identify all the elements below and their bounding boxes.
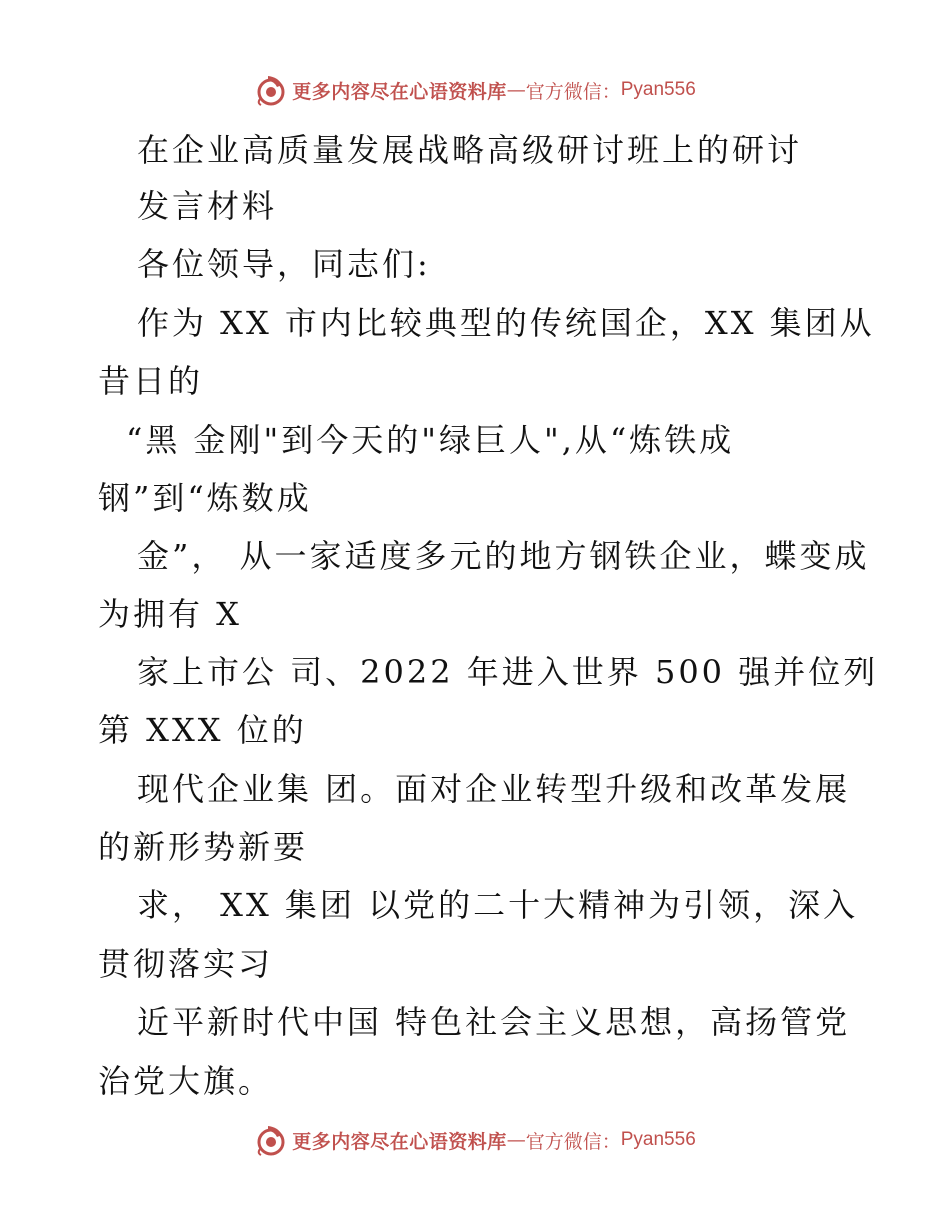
banner-wechat-id: Pyan556 [620,1129,696,1150]
document-line: 治党大旗。 [98,1062,274,1100]
document-line: 钢”到“炼数成 [98,479,312,517]
document-line: 近平新时代中国 特色社会主义思想，高扬管党 [137,1003,851,1041]
document-line: 作为 XX 市内比较典型的传统国企，XX 集团从 [137,304,875,342]
document-line: 金”， 从一家适度多元的地方钢铁企业，蝶变成 [137,537,870,575]
brand-logo-icon [254,73,288,107]
document-line: “黑 金刚"到今天的"绿巨人",从“炼铁成 [126,421,735,459]
banner-wechat-label: 官方微信： [525,80,621,103]
banner-wechat-label: 官方微信： [525,1130,621,1153]
document-line: 各位领导，同志们: [137,245,431,283]
banner-text: 更多内容尽在心语资料库 [292,80,507,103]
banner-separator: — [506,1129,526,1151]
brand-logo-icon [254,1123,288,1157]
document-line: 现代企业集 团。面对企业转型升级和改革发展 [137,770,851,808]
banner-wechat-id: Pyan556 [620,79,696,100]
document-line: 求， XX 集团 以党的二十大精神为引领，深入 [137,886,859,924]
header-banner [0,70,950,110]
document-line: 昔日的 [98,362,204,400]
document-line: 的新形势新要 [98,828,309,866]
footer-banner [0,1120,950,1160]
document-line: 家上市公 司、2022 年进入世界 500 强并位列 [137,653,879,691]
document-line: 贯彻落实习 [98,945,274,983]
document-line: 为拥有 X [98,595,242,633]
document-line: 第 XXX 位的 [98,711,307,749]
document-line: 在企业高质量发展战略高级研讨班上的研讨 [137,131,803,169]
banner-text: 更多内容尽在心语资料库 [292,1130,507,1153]
document-line: 发言材料 [137,187,278,225]
banner-separator: — [506,79,526,101]
